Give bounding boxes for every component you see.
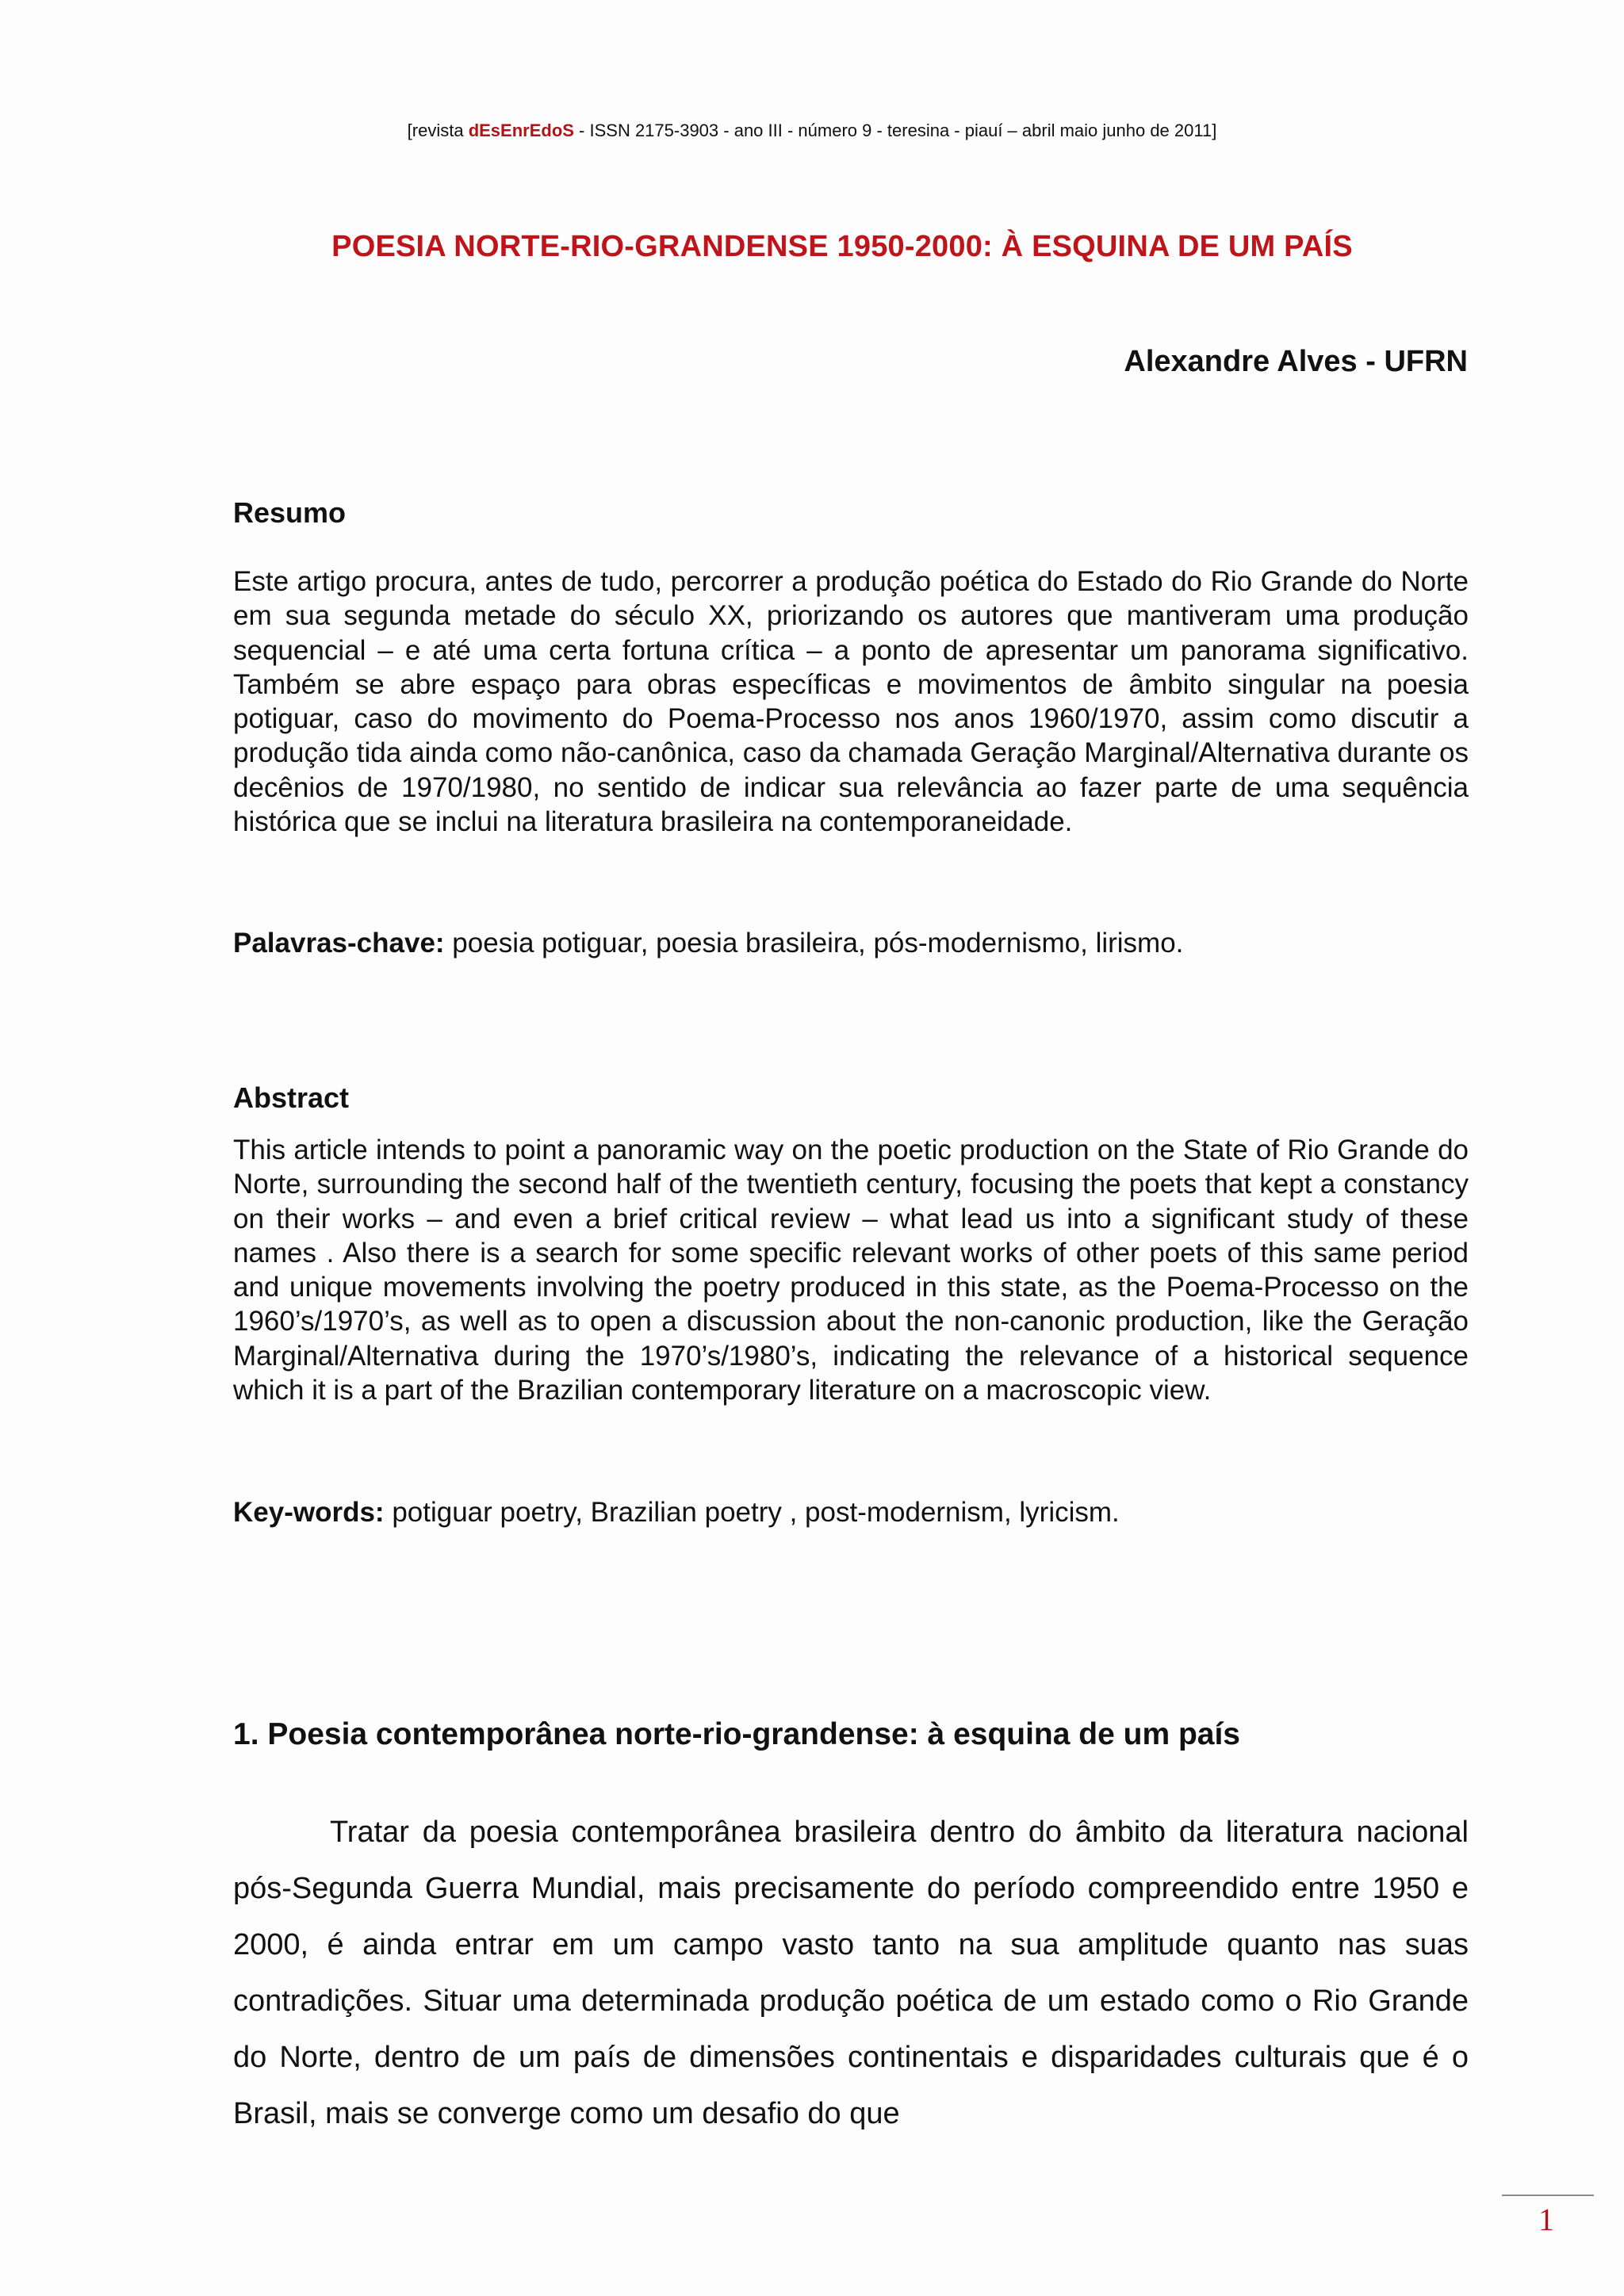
author-line: Alexandre Alves - UFRN [1124,345,1468,378]
article-title: POESIA NORTE-RIO-GRANDENSE 1950-2000: À ESQUINA DE UM PAÍS [331,230,1353,263]
resumo-keywords-list: poesia potiguar, poesia brasileira, pós-modernismo, lirismo. [444,928,1184,959]
resumo-keywords-label: Palavras-chave: [233,928,445,959]
resumo-keywords [233,926,1469,960]
resumo-text: Este artigo procura, antes de tudo, percorrer a produção poética do Estado do Rio Grande do Norte em sua segunda metade do século XX, priorizando os autores que mantiveram uma produção sequencial – e até uma certa fortuna crítica – a ponto de apresentar um panorama significativo. Também se abre espaço para obras específicas e movimentos de âmbito singular na poesia potiguar, caso do movimento do Poema-Processo nos anos 1960/1970, assim como discutir a produção tida ainda como não-canônica, caso da chamada Geração Marginal/Alternativa durante os decênios de 1970/1980, no sentido de indicar sua relevância ao fazer parte de uma sequência histórica que se inclui na literatura brasileira na contemporaneidade. [233,566,1469,838]
page-number: 1 [1538,2202,1554,2237]
abstract-heading: Abstract [233,1081,350,1114]
journal-brand: dEsEnrEdoS [468,121,574,140]
header-prefix: [revista [407,121,469,140]
abstract-keywords [233,1495,1469,1529]
section-heading: 1. Poesia contemporânea norte-rio-grandense: à esquina de um país [233,1717,1240,1751]
resumo-heading: Resumo [233,496,347,529]
page-number-rule [1502,2195,1594,2196]
abstract-keywords-list: potiguar poetry, Brazilian poetry , post-modernism, lyricism. [384,1497,1120,1528]
header-suffix: - ISSN 2175-3903 - ano III - número 9 - teresina - piauí – abril maio junho de 2011] [573,121,1217,140]
section-body-text: Tratar da poesia contemporânea brasileira dentro do âmbito da literatura nacional pós-Segunda Guerra Mundial, mais precisamente do período compreendido entre 1950 e 2000, é ainda entrar em um campo vasto tanto na sua amplitude quanto nas suas contradições. Situar uma determinada produção poética de um estado como o Rio Grande do Norte, dentro de um país de dimensões continentais e disparidades culturais que é o Brasil, mais se converge como um desafio do que [233,1816,1469,2130]
abstract-keywords-label: Key-words: [233,1497,385,1528]
journal-header [0,121,1624,141]
abstract-text: This article intends to point a panoramic way on the poetic production on the State of Rio Grande do Norte, surrounding the second half of the twentieth century, focusing the poets that kept a constancy on their works – and even a brief critical review – what lead us into a significant study of these names . Also there is a search for some specific relevant works of other poets of this same period and unique movements involving the poetry produced in this state, as the Poema-Processo on the 1960’s/1970’s, as well as to open a discussion about the non-canonic production, like the Geração Marginal/Alternativa during the 1970’s/1980’s, indicating the relevance of a historical sequence which it is a part of the Brazilian contemporary literature on a macroscopic view. [233,1135,1469,1406]
